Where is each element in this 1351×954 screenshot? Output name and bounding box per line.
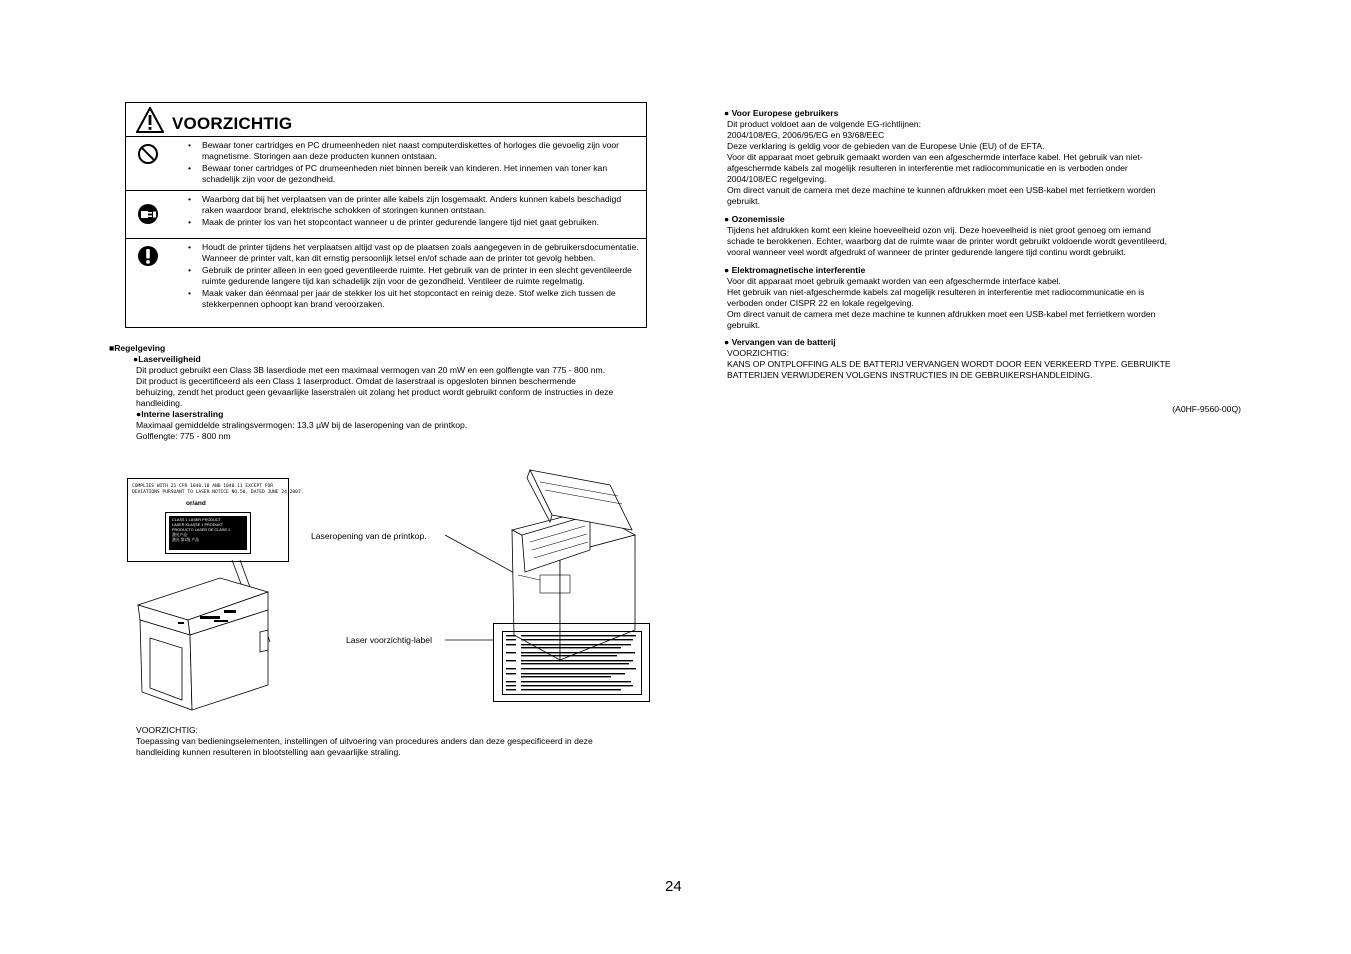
text-line: Golflengte: 775 - 800 nm: [136, 431, 231, 441]
text-line: DEVIATIONS PURSUANT TO LASER NOTICE NO.50, DATED JUNE 24,2007.: [132, 490, 304, 495]
text-line: behuizing, zendt het product geen gevaarlijke laserstralen uit zolang het product wordt gebruikt conform de instructies in deze: [136, 387, 614, 397]
text-line: verboden onder CISPR 22 en lokale regelgeving.: [727, 298, 914, 308]
text-line: Voor dit apparaat moet gebruik gemaakt worden van een afgeschermde interface kabel.: [727, 276, 1061, 286]
caution-box: [125, 102, 647, 328]
text-line: LASER KLASSE 1 PRODUKT: [172, 523, 224, 527]
label-text-lines: [503, 632, 641, 694]
caution-title: VOORZICHTIG: [172, 114, 293, 133]
text-line: handleiding kunnen resulteren in blootstelling aan gevaarlijke straling.: [136, 747, 401, 757]
caution-item: • Maak vaker dan éénmaal per jaar de stekker los uit het stopcontact en reinig deze. Stof welke zich tussen de stekkerpennen ophoopt kan brand veroorzaken.: [188, 288, 640, 310]
text-line: gebruikt.: [727, 196, 760, 206]
document-code: (A0HF-9560-00Q): [1172, 404, 1241, 414]
text-line: handleiding.: [136, 398, 183, 408]
text-line: COMPLIES WITH 21 CFR 1040.10 AND 1040.11 EXCEPT FOR: [132, 484, 274, 489]
figure-caution-heading: VOORZICHTIG:: [136, 725, 199, 735]
text-line: Dit product gebruikt een Class 3B laserdiode met een maximaal vermogen van 20 mW en een golflengte van 775 - 800 nm.: [136, 365, 606, 375]
eu-heading: ● Voor Europese gebruikers: [724, 108, 839, 118]
mandatory-icon: [137, 245, 159, 267]
text-line: Dit product is gecertificeerd als een Class 1 laserproduct. Omdat de laserstraal is opgesloten binnen beschermende: [136, 376, 576, 386]
caution-header: [126, 103, 646, 137]
caution-item: • Maak de printer los van het stopcontact wanneer u de printer gedurende langere tijd niet gaat gebruiken.: [188, 217, 640, 228]
text-line: BATTERIJEN VERWIJDEREN VOLGENS INSTRUCTIES IN DE GEBRUIKERSHANDLEIDING.: [727, 370, 1093, 380]
text-line: CLASS 1 LASER PRODUCT: [172, 518, 221, 522]
text-line: Voor dit apparaat moet gebruik gemaakt worden van een afgeschermde interface kabel. Het gebruik van niet-: [727, 152, 1143, 162]
caution-row-cables: [126, 191, 646, 239]
unplug-icon: [137, 203, 159, 225]
text-line: KANS OP ONTPLOFFING ALS DE BATTERIJ VERVANGEN WORDT DOOR EEN VERKEERD TYPE. GEBRUIKTE: [727, 359, 1171, 369]
caution-item: • Bewaar toner cartridges of PC drumeenheden niet binnen bereik van kinderen. Het innemen van toner kan schadelijk zijn voor de gezondheid.: [188, 163, 640, 185]
text-line: Om direct vanuit de camera met deze machine te kunnen afdrukken moet een USB-kabel met ferrietkern worden: [727, 185, 1156, 195]
intern-heading: ●Interne laserstraling: [136, 409, 224, 419]
text-line: Dit product voldoet aan de volgende EG-richtlijnen:: [727, 119, 921, 129]
ozon-text: [727, 225, 1247, 258]
or-and-text: or/and: [186, 500, 206, 507]
caution-item: • Gebruik de printer alleen in een goed geventileerde ruimte. Het gebruik van de printer in een slecht geventileerde ruimte gedurende langere tijd kan schadelijk zijn voor de gezondheid. Ventileer de ruimte regelmatig.: [188, 265, 640, 287]
figure-caution-text: [136, 736, 696, 758]
text-line: 激光产品: [172, 533, 188, 537]
text-line: Tijdens het afdrukken komt een kleine hoeveelheid ozon vrij. Deze hoeveelheid is niet groot genoeg om iemand: [727, 225, 1151, 235]
ozon-heading: ● Ozonemissie: [724, 214, 785, 224]
text-line: schade te berokkenen. Echter, waarborg dat de ruimte waar de printer wordt gebruikt voldoende wordt geventileerd,: [727, 236, 1167, 246]
text-line: Maximaal gemiddelde stralingsvermogen: 13,3 µW bij de laseropening van de printkop.: [136, 420, 468, 430]
text-line: Deze verklaring is geldig voor de gebieden van de Europese Unie (EU) of de EFTA.: [727, 141, 1045, 151]
laser-caution-label: [493, 623, 650, 702]
text-line: vooral wanneer veel wordt afgedrukt of wanneer de printer gedurende langere tijd continu wordt gebruikt.: [727, 247, 1126, 257]
laser-caution-label-inner: [502, 631, 642, 695]
caution-row-handling: [126, 239, 646, 329]
text-line: 2004/108/EC regelgeving.: [727, 174, 827, 184]
text-line: PRODUCTO LASER DE CLASE 1: [172, 528, 231, 532]
text-line: 2004/108/EG, 2006/95/EG en 93/68/EEC: [727, 130, 885, 140]
battery-heading: ● Vervangen van de batterij: [724, 337, 836, 347]
caution-item: • Bewaar toner cartridges en PC drumeenheden niet naast computerdiskettes of horloges die gevoelig zijn voor magnetisme. Storingen aan deze producten kunnen ontstaan.: [188, 140, 640, 162]
page-number: 24: [665, 878, 682, 895]
eu-text: [727, 119, 1247, 207]
text-line: 激光 第1级 产品: [172, 538, 200, 542]
laser-text: [136, 365, 696, 409]
caution-item: • Houdt de printer tijdens het verplaatsen altijd vast op de plaatsen zoals aangegeven in de gebruikersdocumentatie. Wanneer de printer valt, kan dit ernstig persoonlijk letsel en/of schade aan de printer tot gevolg hebben.: [188, 242, 640, 264]
battery-text: [727, 348, 1247, 381]
caution-item: • Waarborg dat bij het verplaatsen van de printer alle kabels zijn losgemaakt. Anders kunnen kabels beschadigd raken waardoor brand, elektrische schokken of storingen kunnen ontstaan.: [188, 194, 640, 216]
prohibition-icon: [137, 143, 159, 165]
regelgeving-heading: ■Regelgeving: [109, 343, 166, 353]
text-line: afgeschermde kabels zal mogelijk resulteren in interferentie met radiocommunicatie en is verboden onder: [727, 163, 1128, 173]
label-laser-caution: Laser voorzichtig-label: [346, 635, 432, 645]
emi-heading: ● Elektromagnetische interferentie: [724, 265, 866, 275]
text-line: Het gebruik van niet-afgeschermde kabels zal mogelijk resulteren in interferentie met radiocommunicatie en is: [727, 287, 1145, 297]
warning-triangle-icon: [136, 107, 164, 133]
label-laser-opening: Laseropening van de printkop.: [311, 531, 427, 541]
text-line: Toepassing van bedieningselementen, instellingen of uitvoering van procedures anders dan deze gespecificeerd in deze: [136, 736, 593, 746]
text-line: VOORZICHTIG:: [727, 348, 790, 358]
emi-text: [727, 276, 1247, 331]
caution-row-storage: [126, 137, 646, 191]
intern-text: [136, 420, 696, 442]
text-line: gebruikt.: [727, 320, 760, 330]
text-line: Om direct vanuit de camera met deze machine te kunnen afdrukken moet een USB-kabel met ferrietkern worden: [727, 309, 1156, 319]
laser-heading: ●Laserveiligheid: [133, 354, 201, 364]
